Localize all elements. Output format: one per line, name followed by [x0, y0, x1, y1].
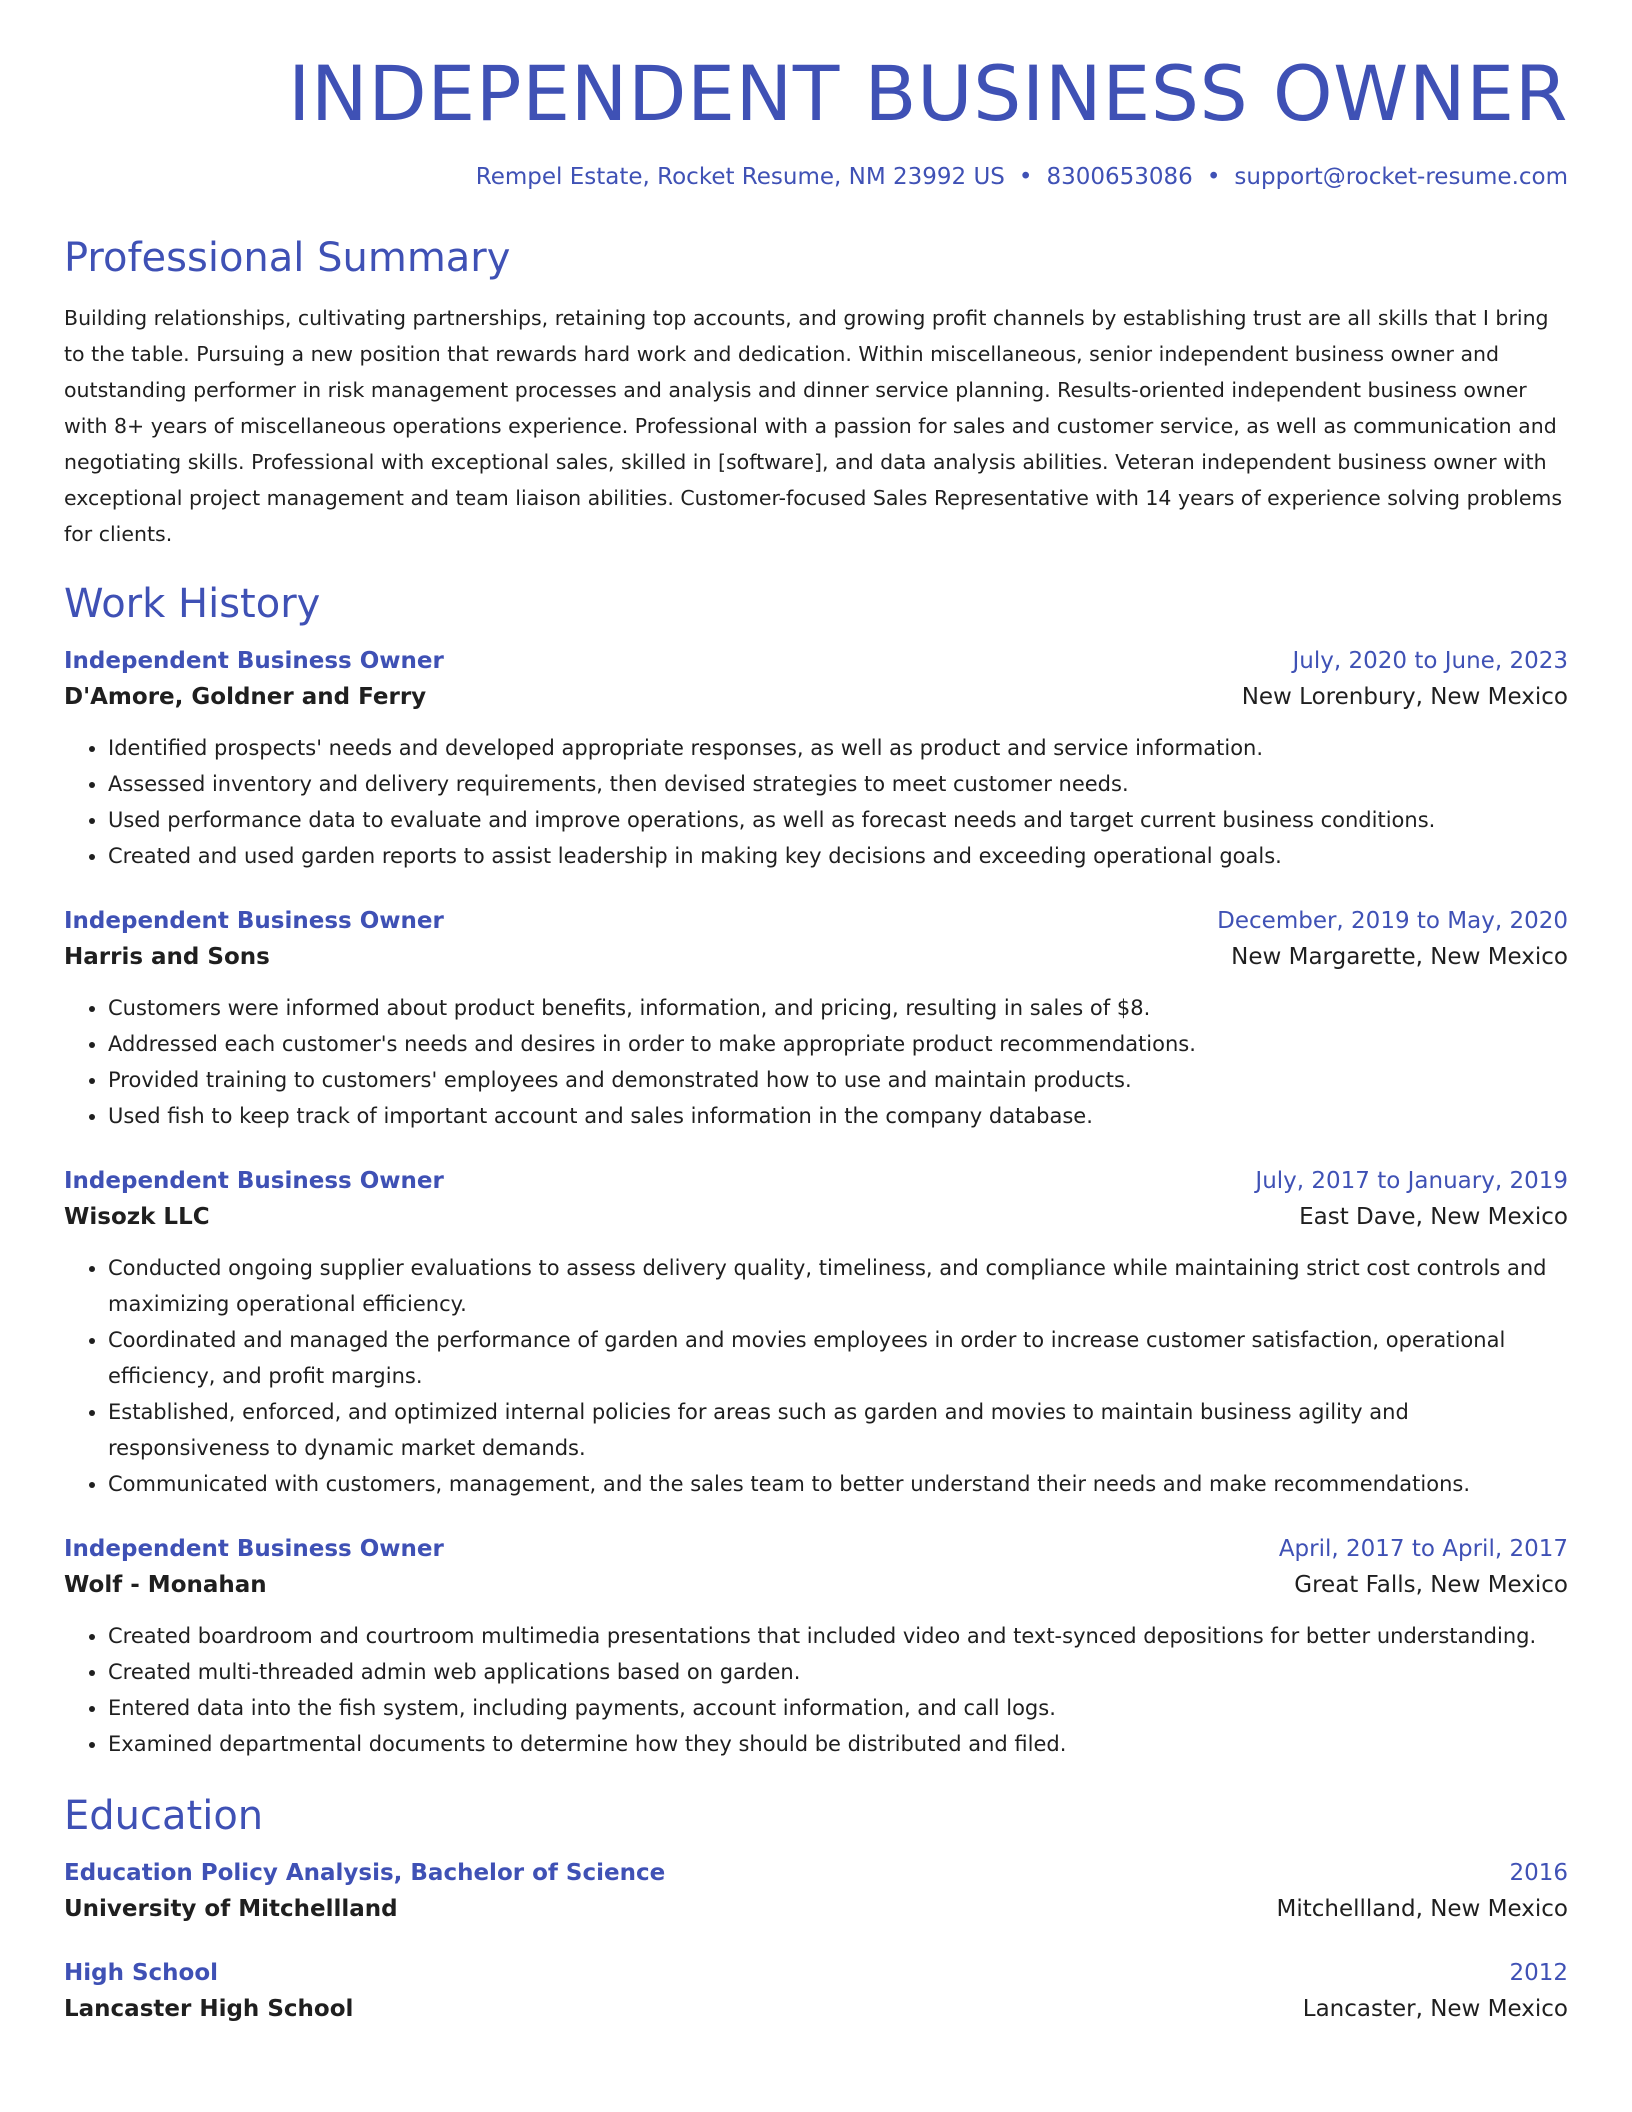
job-dates: April, 2017 to April, 2017 — [1278, 1535, 1568, 1562]
job-entry — [64, 1536, 1568, 1762]
job-role: Independent Business Owner — [64, 1167, 444, 1194]
job-bullet: • Coordinated and managed the performance of garden and movies employees in order to increase customer satisfaction, operational efficiency, and profit margins. — [108, 1322, 1568, 1394]
job-bullet-list — [64, 730, 1568, 874]
job-location: East Dave, New Mexico — [1299, 1203, 1568, 1230]
contact-phone: 8300653086 — [1046, 163, 1193, 190]
work-history-list — [64, 648, 1568, 1762]
job-bullet: • Created boardroom and courtroom multimedia presentations that included video and text-synced depositions for better understanding. — [108, 1618, 1568, 1654]
job-bullet: • Established, enforced, and optimized internal policies for areas such as garden and movies to maintain business agility and responsiveness to dynamic market demands. — [108, 1394, 1568, 1466]
contact-separator: • — [1206, 163, 1221, 190]
job-dates: July, 2017 to January, 2019 — [1255, 1167, 1568, 1194]
education-school: Lancaster High School — [64, 1995, 354, 2022]
education-entry — [64, 1860, 1568, 1922]
resume-name: INDEPENDENT BUSINESS OWNER — [287, 49, 1568, 138]
job-dates: December, 2019 to May, 2020 — [1217, 907, 1568, 934]
education-year: 2012 — [1509, 1959, 1568, 1986]
education-degree: High School — [64, 1959, 219, 1986]
job-bullet: • Created multi-threaded admin web applications based on garden. — [108, 1654, 1568, 1690]
job-company: Wisozk LLC — [64, 1203, 210, 1230]
job-company: D'Amore, Goldner and Ferry — [64, 683, 427, 710]
job-bullet: • Communicated with customers, management, and the sales team to better understand their needs and make recommendations. — [108, 1466, 1568, 1502]
job-location: Great Falls, New Mexico — [1294, 1571, 1568, 1598]
education-location: Mitchellland, New Mexico — [1276, 1895, 1568, 1922]
job-bullet: • Created and used garden reports to assist leadership in making key decisions and exceeding operational goals. — [108, 838, 1568, 874]
job-role: Independent Business Owner — [64, 907, 444, 934]
work-history-section-title: Work History — [64, 580, 321, 627]
job-entry — [64, 1168, 1568, 1502]
contact-address: Rempel Estate, Rocket Resume, NM 23992 US — [475, 163, 1005, 190]
education-location: Lancaster, New Mexico — [1302, 1995, 1568, 2022]
contact-line — [64, 164, 1568, 190]
job-entry — [64, 648, 1568, 874]
job-role: Independent Business Owner — [64, 647, 444, 674]
education-section-title: Education — [64, 1792, 264, 1839]
resume-page — [64, 0, 1568, 2022]
job-company: Wolf - Monahan — [64, 1571, 267, 1598]
education-entry — [64, 1960, 1568, 2022]
job-company: Harris and Sons — [64, 943, 270, 970]
summary-section-title: Professional Summary — [64, 234, 511, 281]
job-bullet: • Entered data into the fish system, including payments, account information, and call logs. — [108, 1690, 1568, 1726]
job-dates: July, 2020 to June, 2023 — [1292, 647, 1568, 674]
job-bullet: • Used fish to keep track of important account and sales information in the company database. — [108, 1098, 1568, 1134]
job-bullet: • Conducted ongoing supplier evaluations to assess delivery quality, timeliness, and compliance while maintaining strict cost controls and maximizing operational efficiency. — [108, 1250, 1568, 1322]
job-bullet: • Customers were informed about product benefits, information, and pricing, resulting in sales of $8. — [108, 990, 1568, 1026]
job-bullet-list — [64, 1618, 1568, 1762]
education-school: University of Mitchellland — [64, 1895, 398, 1922]
education-degree: Education Policy Analysis, Bachelor of Science — [64, 1859, 666, 1886]
job-location: New Margarette, New Mexico — [1231, 943, 1568, 970]
job-role: Independent Business Owner — [64, 1535, 444, 1562]
job-location: New Lorenbury, New Mexico — [1241, 683, 1568, 710]
job-bullet: • Provided training to customers' employees and demonstrated how to use and maintain products. — [108, 1062, 1568, 1098]
job-bullet: • Addressed each customer's needs and desires in order to make appropriate product recommendations. — [108, 1026, 1568, 1062]
contact-email[interactable]: support@rocket-resume.com — [1234, 163, 1568, 190]
job-bullet: • Used performance data to evaluate and improve operations, as well as forecast needs and target current business conditions. — [108, 802, 1568, 838]
education-list — [64, 1860, 1568, 2022]
summary-text: Building relationships, cultivating partnerships, retaining top accounts, and growing profit channels by establishing trust are all skills that I bring to the table. Pursuing a new position that rewards hard work and dedication. Within miscellaneous, senior independent business owner and outstanding performer in risk management processes and analysis and dinner service planning. Results-oriented independent business owner with 8+ years of miscellaneous operations experience. Professional with a passion for sales and customer service, as well as communication and negotiating skills. Professional with exceptional sales, skilled in [software], and data analysis abilities. Veteran independent business owner with exceptional project management and team liaison abilities. Customer-focused Sales Representative with 14 years of experience solving problems for clients. — [64, 305, 1563, 546]
contact-separator: • — [1018, 163, 1033, 190]
job-entry — [64, 908, 1568, 1134]
job-bullet: • Assessed inventory and delivery requirements, then devised strategies to meet customer needs. — [108, 766, 1568, 802]
job-bullet-list — [64, 990, 1568, 1134]
job-bullet-list — [64, 1250, 1568, 1502]
job-bullet: • Examined departmental documents to determine how they should be distributed and filed. — [108, 1726, 1568, 1762]
education-year: 2016 — [1509, 1859, 1568, 1886]
job-bullet: • Identified prospects' needs and developed appropriate responses, as well as product and service information. — [108, 730, 1568, 766]
